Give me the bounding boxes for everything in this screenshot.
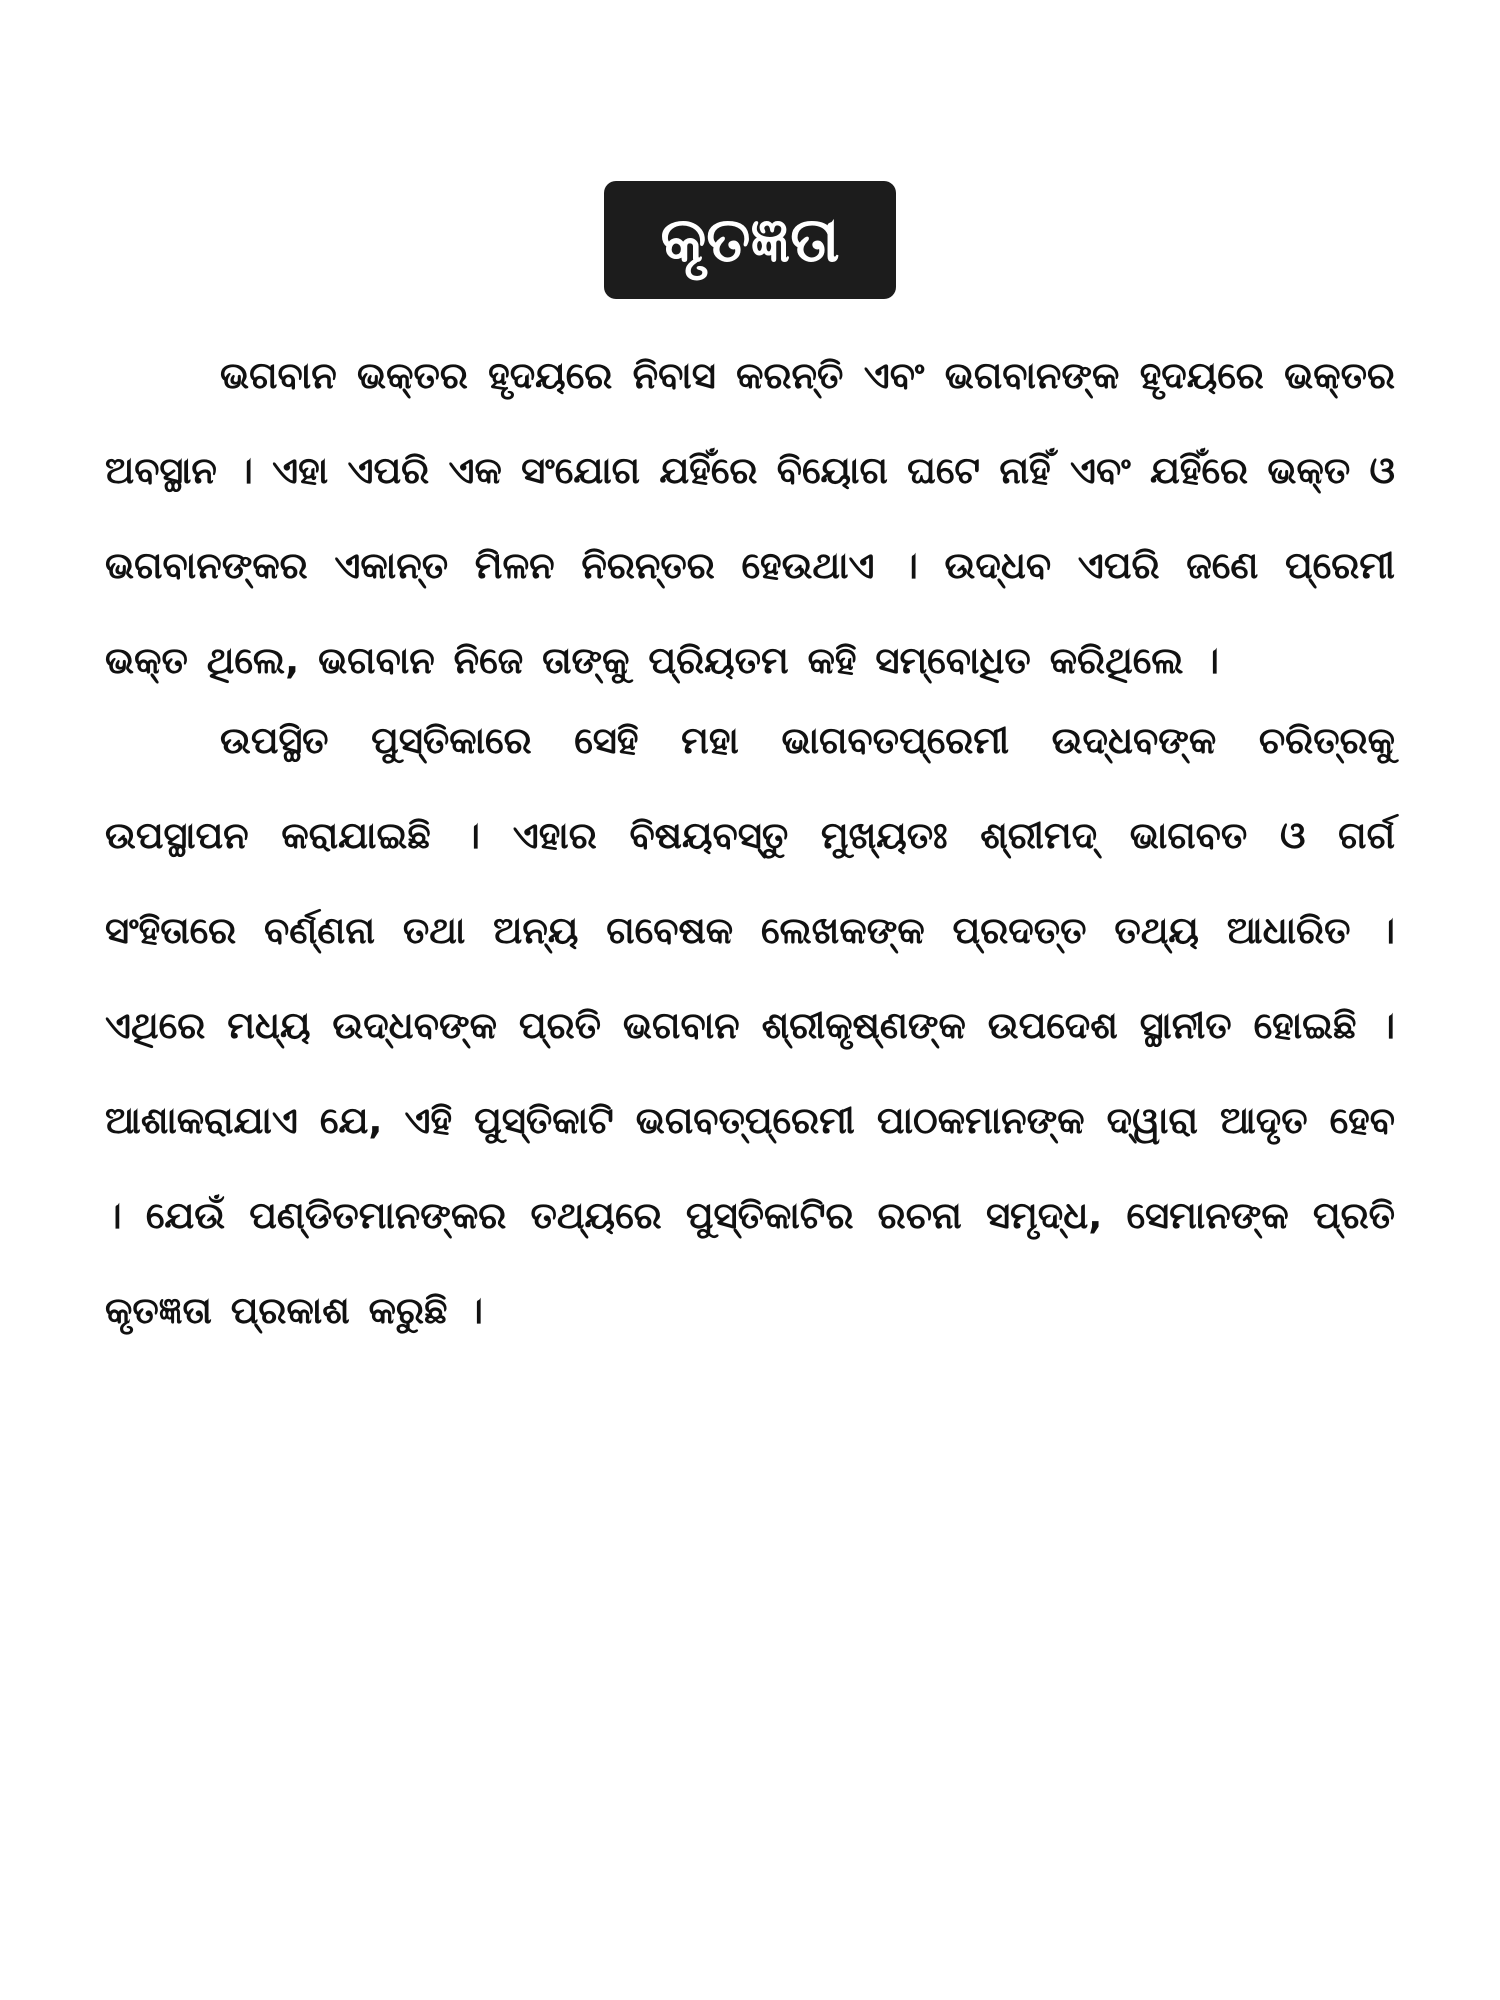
page-title: କୃତଜ୍ଞତା [660, 203, 840, 276]
paragraph-2: ଉପସ୍ଥିତ ପୁସ୍ତିକାରେ ସେହି ମହା ଭାଗବତପ୍ରେମୀ ଉଦ୍ଧବଙ୍କ ଚରିତ୍ରକୁ ଉପସ୍ଥାପନ କରାଯାଇଛି । ଏହାର ବିଷୟବସ୍ତୁ ମୁଖ୍ୟତଃ ଶ୍ରୀମଦ୍ ଭାଗବତ ଓ ଗର୍ଗ ସଂହିତାରେ ବର୍ଣ୍ଣନା ତଥା ଅନ୍ୟ ଗବେଷକ ଲେଖକଙ୍କ ପ୍ରଦତ୍ତ ତଥ୍ୟ ଆଧାରିତ । ଏଥିରେ ମଧ୍ୟ ଉଦ୍ଧବଙ୍କ ପ୍ରତି ଭଗବାନ ଶ୍ରୀକୃଷ୍ଣଙ୍କ ଉପଦେଶ ସ୍ଥାନୀତ ହୋଇଛି । ଆଶାକରାଯାଏ ଯେ, ଏହି ପୁସ୍ତିକାଟି ଭଗବତ୍‌ପ୍ରେମୀ ପାଠକମାନଙ୍କ ଦ୍ୱାରା ଆଦୃତ ହେବ । ଯେଉଁ ପଣ୍ଡିତମାନଙ୍କର ତଥ୍ୟରେ ପୁସ୍ତିକାଟିର ରଚନା ସମୃଦ୍ଧ, ସେମାନଙ୍କ ପ୍ରତି କୃତଜ୍ଞତା ପ୍ରକାଶ କରୁଛି । [105, 719, 1395, 1332]
paragraph-1: ଭଗବାନ ଭକ୍ତର ହୃଦୟରେ ନିବାସ କରନ୍ତି ଏବଂ ଭଗବାନଙ୍କ ହୃଦୟରେ ଭକ୍ତର ଅବସ୍ଥାନ । ଏହା ଏପରି ଏକ ସଂଯୋଗ ଯହିଁରେ ବିୟୋଗ ଘଟେ ନାହିଁ ଏବଂ ଯହିଁରେ ଭକ୍ତ ଓ ଭଗବାନଙ୍କର ଏକାନ୍ତ ମିଳନ ନିରନ୍ତର ହେଉଥାଏ । ଉଦ୍ଧବ ଏପରି ଜଣେ ପ୍ରେମୀ ଭକ୍ତ ଥିଲେ, ଭଗବାନ ନିଜେ ତାଙ୍କୁ ପ୍ରିୟତମ କହି ସମ୍ବୋଧିତ କରିଥିଲେ । [105, 354, 1395, 682]
title-banner [604, 181, 896, 299]
body-text [105, 328, 1395, 1358]
